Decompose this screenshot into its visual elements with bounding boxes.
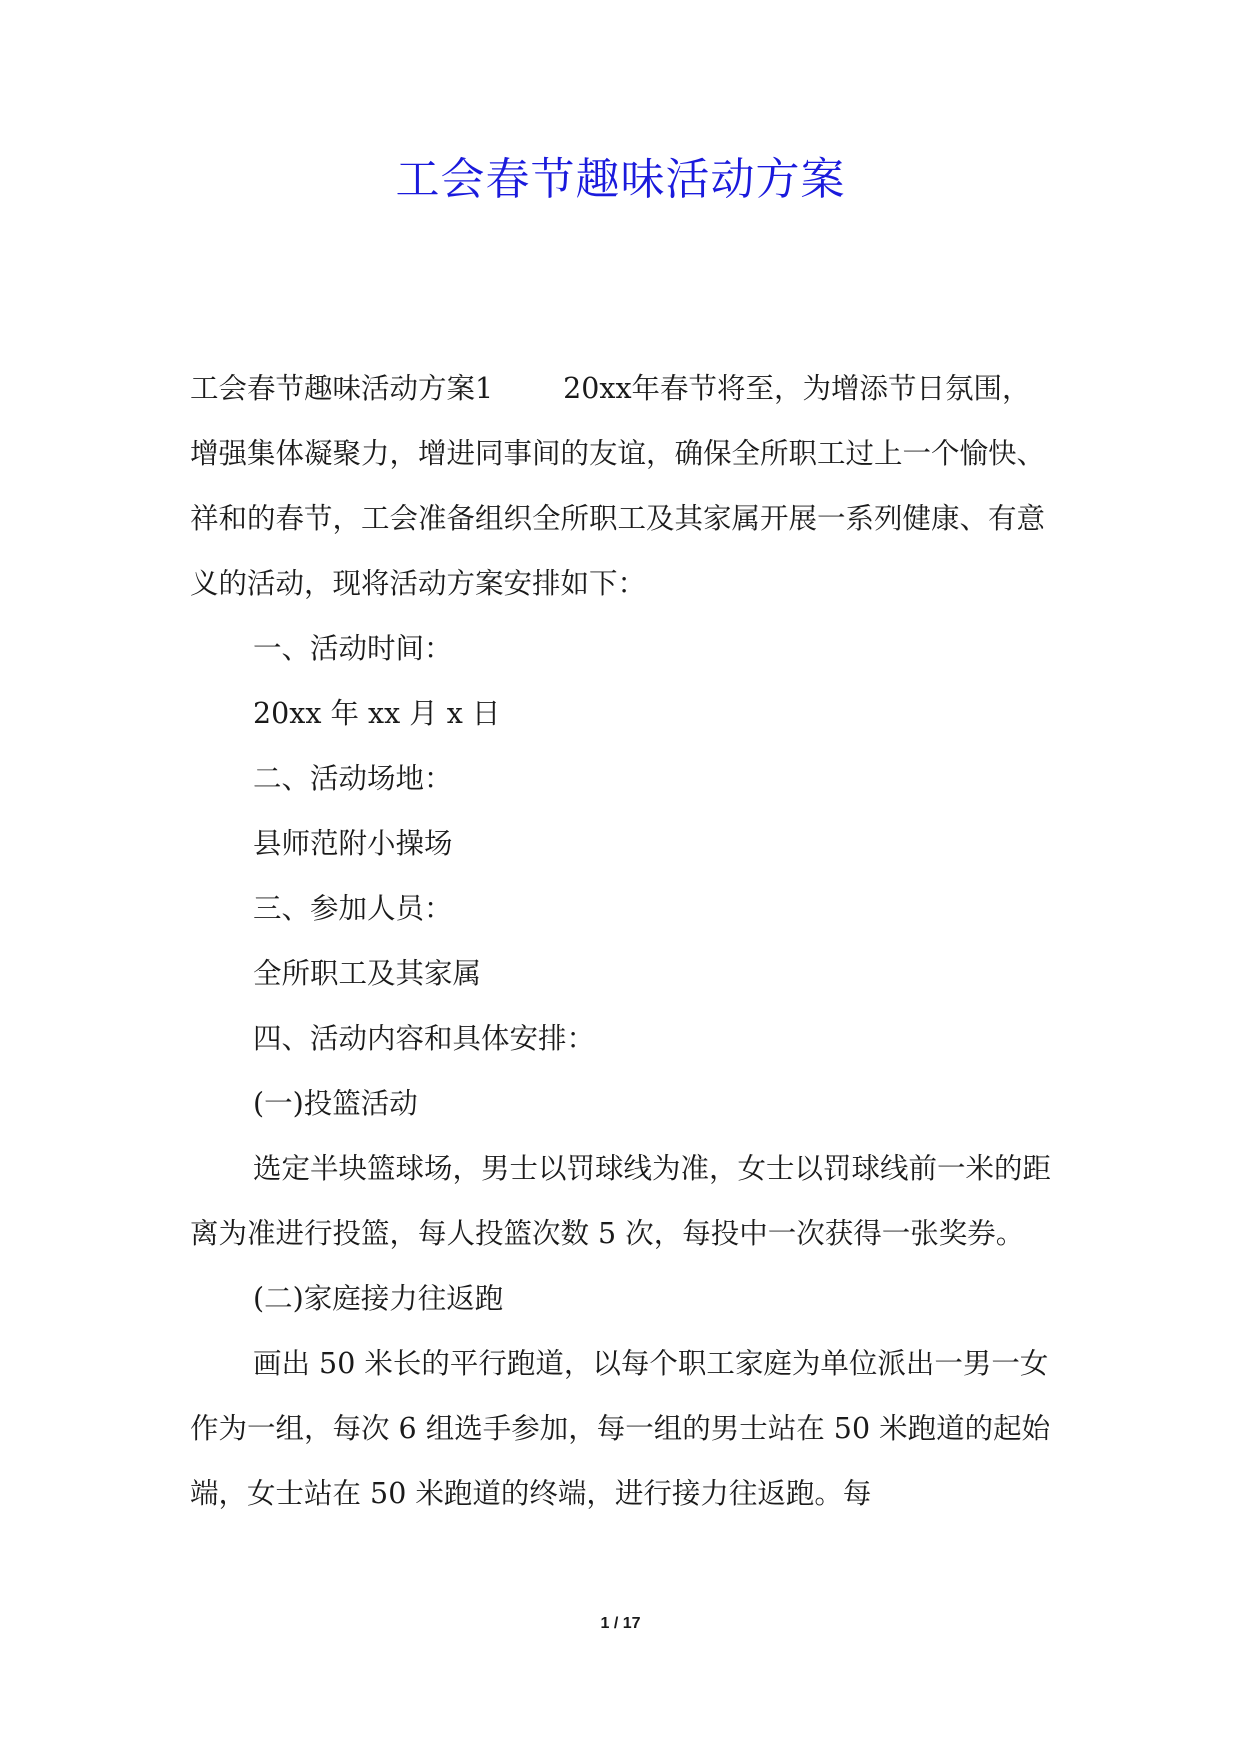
intro-paragraph xyxy=(190,356,1058,616)
document-title: 工会春节趣味活动方案 xyxy=(395,154,846,205)
section-heading-content: 四、活动内容和具体安排： xyxy=(253,1022,596,1055)
intro-text: 20xx年春节将至，为增添节日氛围，增强集体凝聚力，增进同事间的友谊，确保全所职工过上一个愉快、祥和的春节，工会准备组织全所职工及其家属开展一系列健康、有意义的活动，现将活动方案安排如下： xyxy=(190,372,1046,600)
section-heading-participants: 三、参加人员： xyxy=(253,892,453,925)
activity-venue: 县师范附小操场 xyxy=(253,827,453,860)
subsection-heading-basketball: (一)投篮活动 xyxy=(253,1087,418,1120)
basketball-description: 选定半块篮球场，男士以罚球线为准，女士以罚球线前一米的距离为准进行投篮，每人投篮次数 5 次，每投中一次获得一张奖券。 xyxy=(190,1152,1052,1250)
section-heading-venue: 二、活动场地： xyxy=(253,762,453,795)
page-number: 1 / 17 xyxy=(600,1615,641,1632)
participants-text: 全所职工及其家属 xyxy=(253,957,482,990)
subsection-heading-relay: (二)家庭接力往返跑 xyxy=(253,1282,504,1315)
section-heading-time: 一、活动时间： xyxy=(253,632,453,665)
document-body xyxy=(190,356,1058,1526)
relay-description: 画出 50 米长的平行跑道，以每个职工家庭为单位派出一男一女作为一组，每次 6 组选手参加，每一组的男士站在 50 米跑道的起始端，女士站在 50 米跑道的终端，进行接力往返跑。每 xyxy=(190,1347,1051,1510)
intro-heading: 工会春节趣味活动方案1 xyxy=(190,372,494,405)
activity-date: 20xx 年 xx 月 x 日 xyxy=(253,697,501,730)
